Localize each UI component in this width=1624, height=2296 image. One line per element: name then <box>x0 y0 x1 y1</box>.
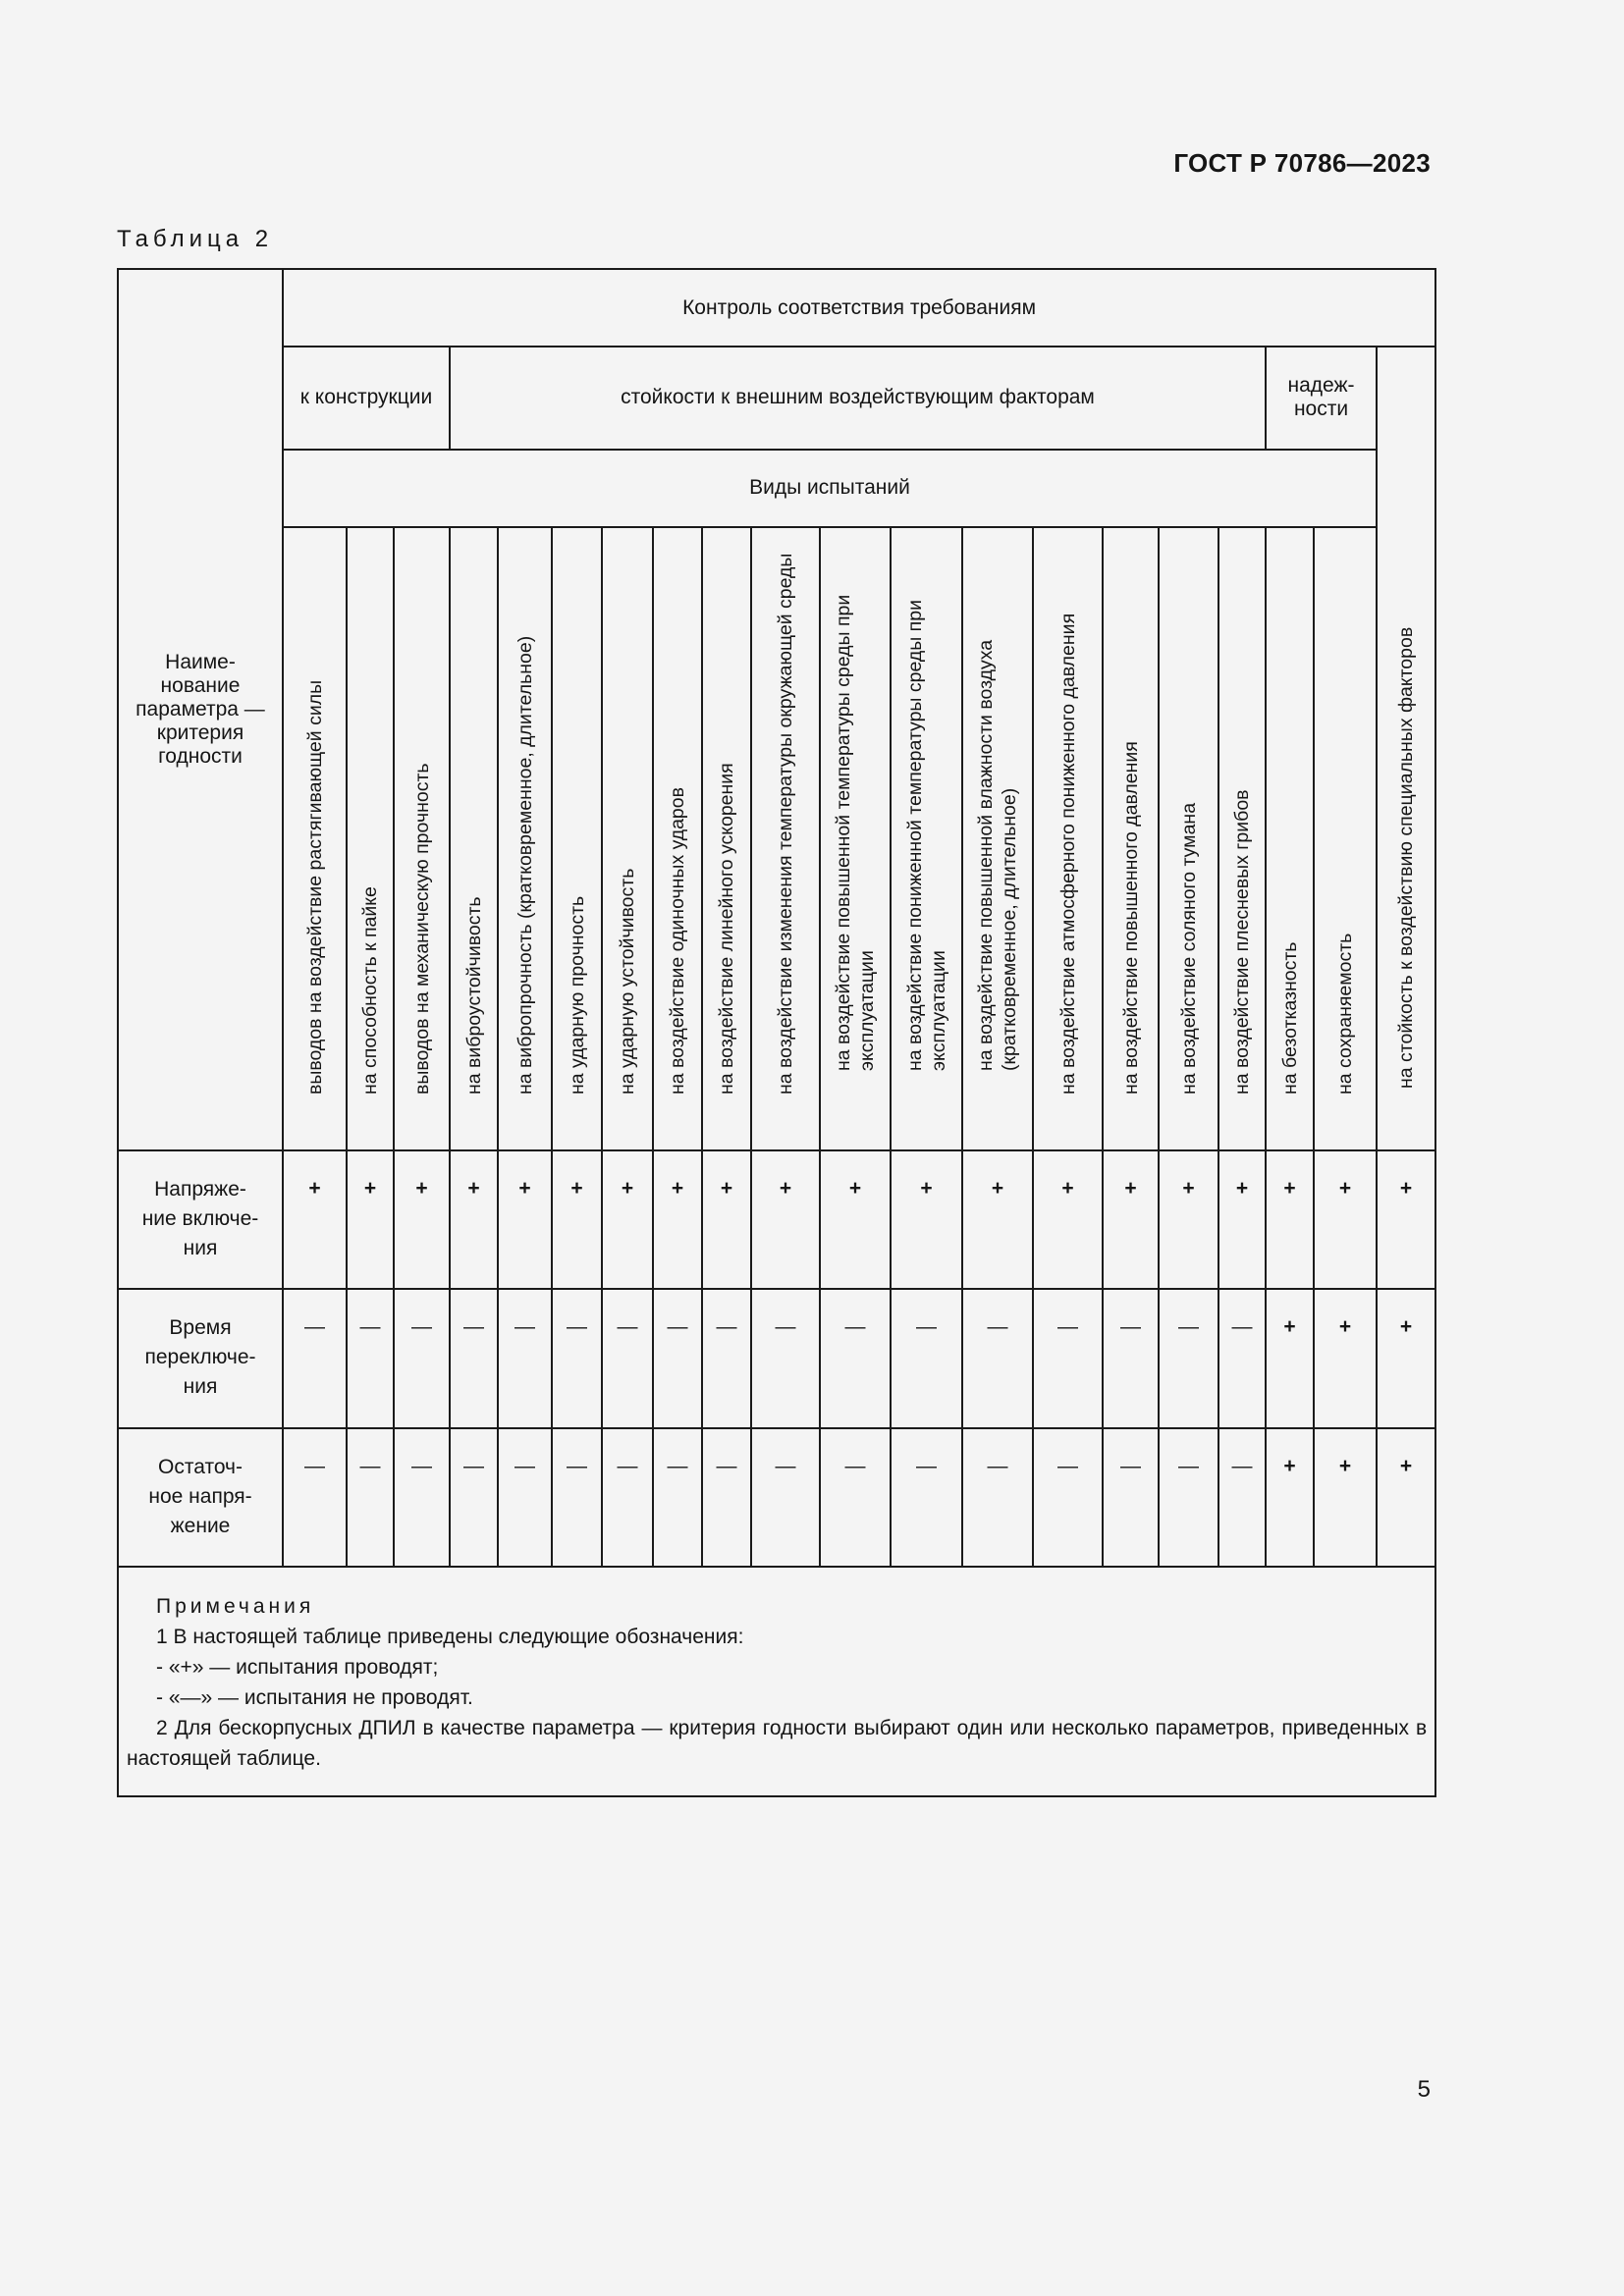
column-header-text: на ударную устойчивость <box>617 868 638 1095</box>
mark-plus: + <box>891 1150 962 1289</box>
column-header-text: на виброустойчивость <box>462 896 485 1095</box>
row-label: Время переключе- ния <box>118 1289 283 1427</box>
column-header-text: на воздействие повышенного давления <box>1119 741 1142 1095</box>
mark-dash: — <box>820 1289 891 1427</box>
mark-plus: + <box>1377 1150 1435 1289</box>
mark-plus: + <box>1314 1150 1377 1289</box>
column-header <box>450 527 498 1150</box>
mark-dash: — <box>394 1428 450 1567</box>
mark-dash: — <box>347 1428 394 1567</box>
mark-plus: + <box>1159 1150 1218 1289</box>
mark-plus: + <box>1266 1289 1314 1427</box>
table-row <box>118 1289 1435 1427</box>
column-header <box>1033 527 1103 1150</box>
mark-dash: — <box>1103 1428 1159 1567</box>
mark-dash: — <box>820 1428 891 1567</box>
mark-plus: + <box>1033 1150 1103 1289</box>
column-header-text: на воздействие одиночных ударов <box>667 787 688 1095</box>
mark-dash: — <box>450 1428 498 1567</box>
test-types-header: Виды испытаний <box>283 450 1377 527</box>
mark-dash: — <box>552 1289 602 1427</box>
column-header <box>891 527 962 1150</box>
mark-plus: + <box>653 1150 702 1289</box>
mark-dash: — <box>653 1289 702 1427</box>
compliance-table <box>117 268 1436 1797</box>
column-header <box>751 527 820 1150</box>
mark-dash: — <box>653 1428 702 1567</box>
mark-dash: — <box>702 1289 751 1427</box>
column-header <box>820 527 891 1150</box>
column-header-text: выводов на воздействие растягивающей силы <box>303 680 326 1095</box>
column-header-text: на ударную прочность <box>566 896 588 1095</box>
row-label: Напряже- ние включе- ния <box>118 1150 283 1289</box>
mark-dash: — <box>751 1428 820 1567</box>
column-header <box>702 527 751 1150</box>
mark-dash: — <box>962 1289 1033 1427</box>
column-header-text: на вибропрочность (кратковременное, длительное) <box>514 636 536 1095</box>
column-header <box>962 527 1033 1150</box>
column-header <box>653 527 702 1150</box>
note-dash-legend: - «—» — испытания не проводят. <box>156 1686 473 1710</box>
column-header <box>347 527 394 1150</box>
mark-plus: + <box>450 1150 498 1289</box>
column-header-text: на сохраняемость <box>1334 934 1356 1095</box>
mark-plus: + <box>552 1150 602 1289</box>
mark-plus: + <box>283 1150 347 1289</box>
note-plus-legend: - «+» — испытания проводят; <box>156 1656 439 1680</box>
column-header-text: на воздействие повышенной влажности воздуха (кратковременное, длительное) <box>975 640 1020 1072</box>
column-header-text: на безотказность <box>1278 941 1301 1095</box>
mark-plus: + <box>1266 1428 1314 1567</box>
column-header <box>1266 527 1314 1150</box>
mark-dash: — <box>1103 1289 1159 1427</box>
mark-dash: — <box>702 1428 751 1567</box>
column-header <box>1159 527 1218 1150</box>
mark-dash: — <box>1159 1289 1218 1427</box>
mark-plus: + <box>602 1150 653 1289</box>
column-header-text: на стойкость к воздействию специальных факторов <box>1395 626 1418 1089</box>
notes-title: Примечания <box>156 1595 315 1619</box>
column-header <box>1103 527 1159 1150</box>
param-name-header: Наиме- нование параметра — критерия годности <box>118 269 283 1150</box>
mark-plus: + <box>1377 1428 1435 1567</box>
column-header <box>1314 527 1377 1150</box>
mark-dash: — <box>1218 1428 1266 1567</box>
column-header <box>602 527 653 1150</box>
column-header <box>498 527 552 1150</box>
reliability-group-header: надеж- ности <box>1266 347 1377 449</box>
mark-dash: — <box>1218 1289 1266 1427</box>
column-header-text: на воздействие линейного ускорения <box>716 763 737 1095</box>
mark-plus: + <box>347 1150 394 1289</box>
column-header-text: на воздействие повышенной температуры среды при эксплуатации <box>833 595 878 1072</box>
mark-dash: — <box>1159 1428 1218 1567</box>
mark-plus: + <box>498 1150 552 1289</box>
row-label: Остаточ- ное напря- жение <box>118 1428 283 1567</box>
mark-dash: — <box>891 1289 962 1427</box>
mark-dash: — <box>498 1428 552 1567</box>
mark-dash: — <box>552 1428 602 1567</box>
note-2: 2 Для бескорпусных ДПИЛ в качестве параметра — критерия годности выбирают один или несколько параметров, приведенных в настоящей таблице. <box>127 1717 1428 1771</box>
mark-plus: + <box>394 1150 450 1289</box>
mark-dash: — <box>283 1428 347 1567</box>
mark-dash: — <box>498 1289 552 1427</box>
mark-dash: — <box>962 1428 1033 1567</box>
mark-plus: + <box>1314 1289 1377 1427</box>
column-header <box>394 527 450 1150</box>
mark-dash: — <box>394 1289 450 1427</box>
mark-plus: + <box>702 1150 751 1289</box>
control-header: Контроль соответствия требованиям <box>283 269 1435 347</box>
column-header-text: на способность к пайке <box>359 886 381 1095</box>
mark-plus: + <box>1218 1150 1266 1289</box>
column-header-text: на воздействие соляного тумана <box>1177 803 1200 1095</box>
mark-plus: + <box>1103 1150 1159 1289</box>
construction-group-header: к конструкции <box>283 347 450 449</box>
mark-plus: + <box>1314 1428 1377 1567</box>
mark-dash: — <box>751 1289 820 1427</box>
column-header-text: выводов на механическую прочность <box>410 763 433 1095</box>
mark-dash: — <box>602 1428 653 1567</box>
page-number: 5 <box>1417 2076 1431 2103</box>
table-row <box>118 1428 1435 1567</box>
mark-dash: — <box>347 1289 394 1427</box>
mark-plus: + <box>962 1150 1033 1289</box>
mark-plus: + <box>1266 1150 1314 1289</box>
mark-dash: — <box>602 1289 653 1427</box>
mark-dash: — <box>450 1289 498 1427</box>
mark-dash: — <box>283 1289 347 1427</box>
mark-dash: — <box>891 1428 962 1567</box>
column-header <box>552 527 602 1150</box>
resistance-group-header: стойкости к внешним воздействующим факторам <box>450 347 1266 449</box>
column-header <box>1377 347 1435 1150</box>
mark-plus: + <box>820 1150 891 1289</box>
column-header-text: на воздействие пониженной температуры среды при эксплуатации <box>903 600 949 1072</box>
column-header-text: на воздействие атмосферного пониженного давления <box>1056 614 1079 1095</box>
column-header <box>1218 527 1266 1150</box>
mark-dash: — <box>1033 1428 1103 1567</box>
column-header-text: на воздействие изменения температуры окружающей среды <box>775 553 796 1095</box>
column-header <box>283 527 347 1150</box>
note-1: 1 В настоящей таблице приведены следующие обозначения: <box>156 1626 744 1649</box>
table-notes <box>118 1567 1435 1796</box>
mark-plus: + <box>751 1150 820 1289</box>
table-caption: Таблица 2 <box>117 226 274 252</box>
document-code: ГОСТ Р 70786—2023 <box>1173 148 1431 178</box>
column-header-text: на воздействие плесневых грибов <box>1231 789 1253 1095</box>
table-row <box>118 1150 1435 1289</box>
mark-plus: + <box>1377 1289 1435 1427</box>
mark-dash: — <box>1033 1289 1103 1427</box>
